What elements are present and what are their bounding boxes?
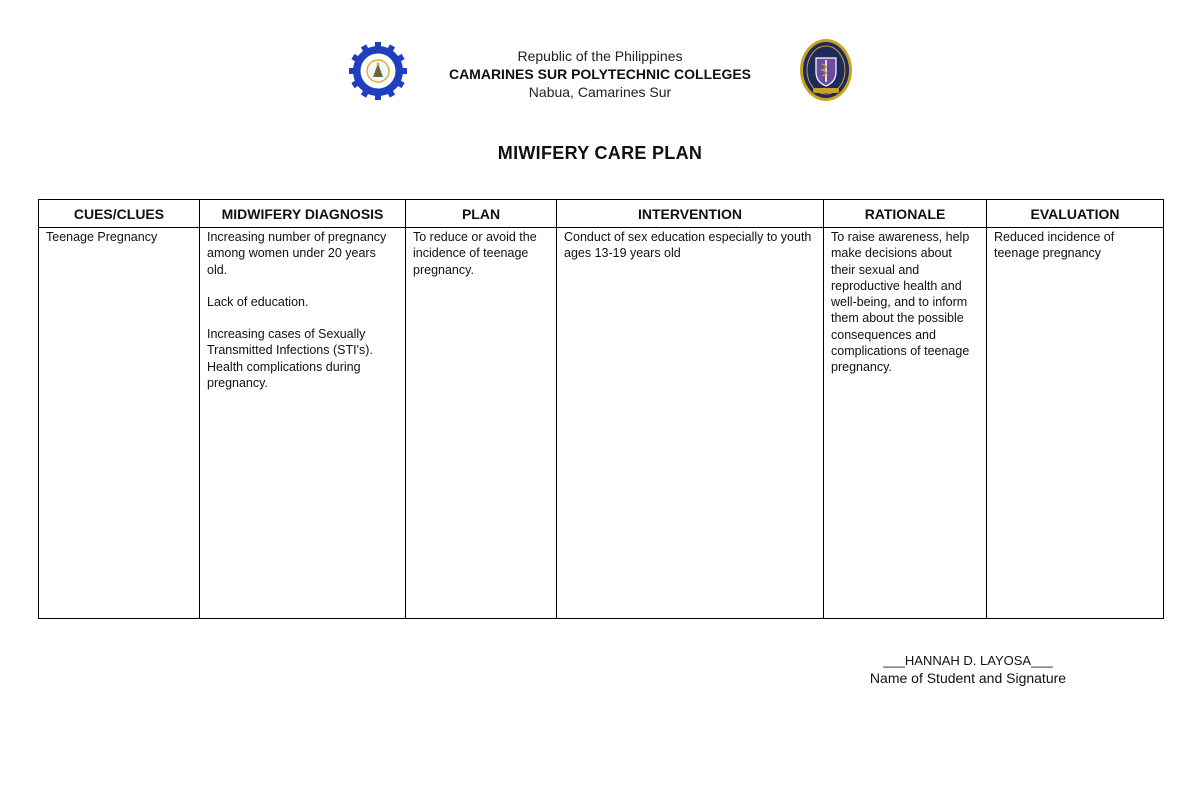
column-header-intervention: INTERVENTION [557,200,824,228]
diagnosis-item: Increasing number of pregnancy among women under 20 years old. [207,230,387,277]
midwifery-crest-logo [799,38,853,102]
diagnosis-item: Lack of education. [207,294,309,309]
diagnosis-item: Increasing cases of Sexually Transmitted Infections (STI's). Health complications during pregnancy. [207,327,373,391]
header-location: Nabua, Camarines Sur [528,84,672,100]
cell-cues: Teenage Pregnancy [39,228,200,619]
column-header-diagnosis: MIDWIFERY DIAGNOSIS [200,200,406,228]
signature-block [860,653,1076,687]
cell-diagnosis [200,228,406,619]
header-institution: CAMARINES SUR POLYTECHNIC COLLEGES [448,66,752,82]
cell-intervention: Conduct of sex education especially to youth ages 13-19 years old [557,228,824,619]
cell-rationale: To raise awareness, help make decisions about their sexual and reproductive health and well-being, and to inform them about the possible consequences and complications of teenage pregnancy. [824,228,987,619]
care-plan-table [38,199,1164,619]
signature-caption: Name of Student and Signature [869,670,1067,686]
table-row [39,228,1164,619]
midwifery-shield-crest-icon [799,38,853,102]
cell-evaluation: Reduced incidence of teenage pregnancy [987,228,1164,619]
header-country: Republic of the Philippines [517,48,683,64]
student-name: ___HANNAH D. LAYOSA___ [883,653,1053,668]
column-header-evaluation: EVALUATION [987,200,1164,228]
column-header-rationale: RATIONALE [824,200,987,228]
cspc-seal-gear-icon [349,42,407,100]
column-header-cues: CUES/CLUES [39,200,200,228]
document-header [400,47,800,101]
cell-plan: To reduce or avoid the incidence of teenage pregnancy. [406,228,557,619]
column-header-plan: PLAN [406,200,557,228]
table-header-row [39,200,1164,228]
college-seal-logo [349,42,407,100]
page-title: MIWIFERY CARE PLAN [497,143,703,163]
